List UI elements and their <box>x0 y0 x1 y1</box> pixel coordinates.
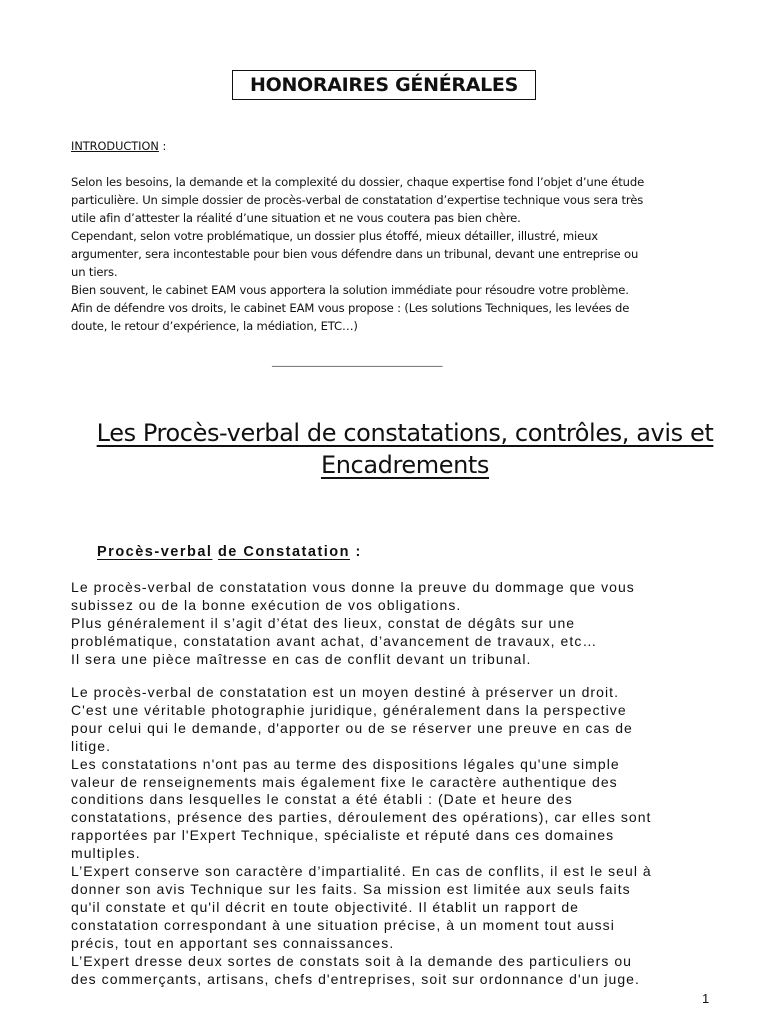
intro-line: argumenter, sera incontestable pour bien vous défendre dans un tribunal, devant une entreprise ou <box>71 247 639 261</box>
intro-line: doute, le retour d’expérience, la médiation, ETC…) <box>71 319 358 333</box>
document-title: HONORAIRES GÉNÉRALES <box>232 70 536 100</box>
paragraph-line: qu'il constate et qu'il décrit en toute objectivité. Il établit un rapport de <box>71 898 580 915</box>
section-title <box>70 417 740 481</box>
intro-line: particulière. Un simple dossier de procès-verbal de constatation d’expertise technique vous sera très <box>71 193 644 207</box>
page-number: 1 <box>702 991 710 1006</box>
paragraph-line: subissez ou de la bonne exécution de vos obligations. <box>71 596 462 613</box>
intro-line: Cependant, selon votre problématique, un dossier plus étoffé, mieux détailler, illustré, mieux <box>71 229 599 243</box>
intro-line: Bien souvent, le cabinet EAM vous apportera la solution immédiate pour résoudre votre problème. <box>71 283 629 297</box>
section-title-line-1: Les Procès-verbal de constatations, contrôles, avis et <box>96 419 714 447</box>
subheading-part-2: de Constatation <box>217 544 351 560</box>
subheading-part-1: Procès-verbal <box>97 544 213 560</box>
section-title-line-2: Encadrements <box>320 451 490 479</box>
intro-line: utile afin d’attester la réalité d’une situation et ne vous coutera pas bien chère. <box>71 211 521 225</box>
intro-line: Afin de défendre vos droits, le cabinet EAM vous propose : (Les solutions Techniques, les levées de <box>71 301 630 315</box>
paragraph-2 <box>71 684 731 988</box>
paragraph-line: problématique, constatation avant achat, d’avancement de travaux, etc… <box>71 632 598 649</box>
introduction-body <box>71 173 721 335</box>
paragraph-line: rapportées par l'Expert Technique, spécialiste et réputé dans ces domaines <box>71 827 615 844</box>
paragraph-line: litige. <box>71 737 112 754</box>
section-separator: _______________________________ <box>272 354 443 367</box>
paragraph-line: L’Expert conserve son caractère d’impartialité. En cas de conflits, il est le seul à <box>71 863 652 880</box>
subheading-suffix: : <box>350 544 362 560</box>
intro-line: Selon les besoins, la demande et la complexité du dossier, chaque expertise fond l’objet d’une étude <box>71 175 645 189</box>
paragraph-line: constatation correspondant à une situation précise, à un moment tout aussi <box>71 916 615 933</box>
paragraph-line: L’Expert dresse deux sortes de constats soit à la demande des particuliers ou <box>71 952 633 969</box>
introduction-heading <box>71 138 166 156</box>
subheading-proces-verbal <box>97 544 362 560</box>
paragraph-line: Il sera une pièce maîtresse en cas de conflit devant un tribunal. <box>71 650 532 667</box>
paragraph-line: multiples. <box>71 845 141 862</box>
introduction-label: INTRODUCTION <box>71 140 159 153</box>
paragraph-line: Les constatations n'ont pas au terme des dispositions légales qu'une simple <box>71 755 620 772</box>
paragraph-line: valeur de renseignements mais également fixe le caractère authentique des <box>71 773 618 790</box>
paragraph-line: Plus généralement il s’agit d’état des lieux, constat de dégâts sur une <box>71 614 576 631</box>
paragraph-line: conditions dans lesquelles le constat a été établi : (Date et heure des <box>71 791 573 808</box>
paragraph-line: précis, tout en apportant ses connaissances. <box>71 934 395 951</box>
paragraph-line: pour celui qui le demande, d'apporter ou de se réserver une preuve en cas de <box>71 719 633 736</box>
paragraph-line: des commerçants, artisans, chefs d'entreprises, soit sur ordonnance d'un juge. <box>71 970 640 987</box>
intro-line: un tiers. <box>71 265 118 279</box>
paragraph-1 <box>71 579 731 669</box>
paragraph-line: C'est une véritable photographie juridique, généralement dans la perspective <box>71 701 627 718</box>
paragraph-line: donner son avis Technique sur les faits. Sa mission est limitée aux seuls faits <box>71 880 631 897</box>
paragraph-line: Le procès-verbal de constatation est un moyen destiné à préserver un droit. <box>71 684 620 700</box>
paragraph-line: constatations, présence des parties, déroulement des opérations), car elles sont <box>71 809 652 826</box>
paragraph-line: Le procès-verbal de constatation vous donne la preuve du dommage que vous <box>71 579 635 595</box>
introduction-label-suffix: : <box>158 140 167 153</box>
